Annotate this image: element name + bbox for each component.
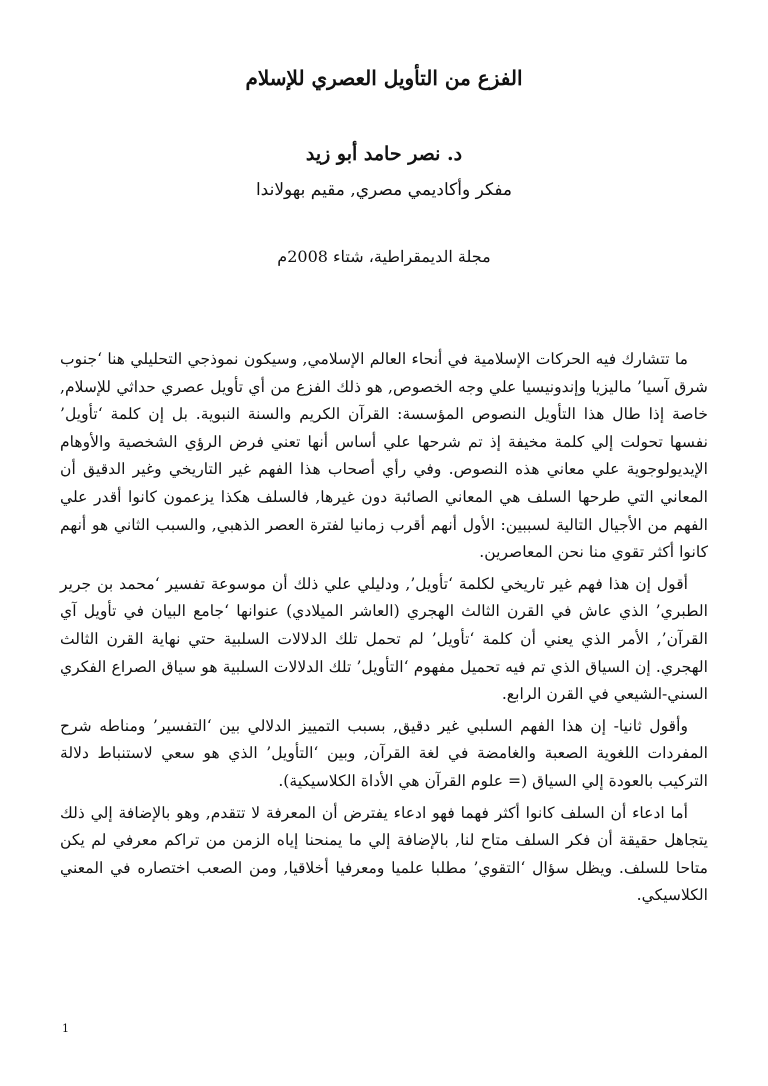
article-body	[60, 346, 708, 914]
article-title: الفزع من التأويل العصري للإسلام	[245, 66, 523, 90]
paragraph-1: ما تتشارك فيه الحركات الإسلامية في أنحاء العالم الإسلامي, وسيكون نموذجي التحليلي هنا ‘جنوب شرق آسيا’ ماليزيا وإندونيسيا علي وجه الخصوص, هو ذلك الفزع من أي تأويل عصري حداثي للإسلام, خاصة إذا طال هذا التأويل النصوص المؤسسة: القرآن الكريم والسنة النبوية. بل إن كلمة ‘تأويل’ نفسها تحولت إلي كلمة مخيفة إذ تم شرحها علي أساس أنها تعني فرض الرؤي الشخصية والأوهام الإيديولوجوية علي معاني هذه النصوص. وفي رأي أصحاب هذا الفهم غير التاريخي وغير الدقيق أن المعاني التي طرحها السلف هي المعاني الصائبة دون غيرها, فالسلف هكذا يزعمون كانوا أقدر علي الفهم من الأجيال التالية لسببين: الأول أنهم أقرب زمانيا لفترة العصر الذهبي, والسبب الثاني هو أنهم كانوا أكثر تقوي منا نحن المعاصرين.	[60, 350, 708, 562]
publication-source: مجلة الديمقراطية، شتاء 2008م	[277, 247, 491, 266]
page-number: 1	[62, 1022, 69, 1035]
paragraph-4: أما ادعاء أن السلف كانوا أكثر فهما فهو ادعاء يفترض أن المعرفة لا تتقدم, وهو بالإضافة إلي ذلك يتجاهل حقيقة أن فكر السلف متاح لنا, بالإضافة إلي ما يمنحنا إياه الزمن من تراكم معرفي لم يكن متاحا للسلف. ويظل سؤال ‘التقوي’ مطلبا علميا ومعرفيا أخلاقيا, ومن الصعب اختصاره في المعني الكلاسيكي.	[60, 803, 708, 905]
paragraph-3: وأقول ثانيا- إن هذا الفهم السلبي غير دقيق, بسبب التمييز الدلالي بين ‘التفسير’ ومناطه شرح المفردات اللغوية الصعبة والغامضة في لغة القرآن, وبين ‘التأويل’ الذي هو سعي لاستنباط دلالة التركيب بالعودة إلي السياق (= علوم القرآن هي الأداة الكلاسيكية).	[60, 716, 708, 790]
author-affiliation: مفكر وأكاديمي مصري, مقيم بهولاندا	[255, 180, 513, 200]
paragraph-2: أقول إن هذا فهم غير تاريخي لكلمة ‘تأويل’, ودليلي علي ذلك أن موسوعة تفسير ‘محمد بن جرير الطبري’ الذي عاش في القرن الثالث الهجري (العاشر الميلادي) عنوانها ‘جامع البيان في تأويل آي القرآن’, الأمر الذي يعني أن كلمة ‘تأويل’ لم تحمل تلك الدلالات السلبية حتي نهاية القرن الثالث الهجري. إن السياق الذي تم فيه تحميل مفهوم ‘التأويل’ تلك الدلالات السلبية هو سياق الصراع الفكري السني-الشيعي في القرن الرابع.	[60, 574, 708, 704]
author-name: د. نصر حامد أبو زيد	[305, 143, 463, 165]
